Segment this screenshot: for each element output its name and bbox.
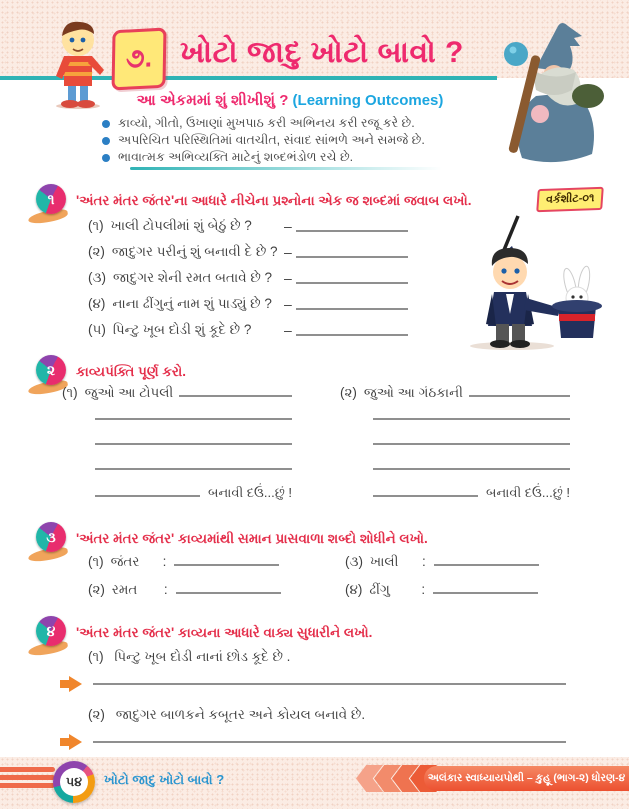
- answer-line[interactable]: [373, 495, 478, 497]
- answer-line[interactable]: [373, 468, 570, 470]
- rhyme-word: રમત: [111, 582, 138, 597]
- question-text: નાના ઢીંગુનું નામ શું પાડ્યું છે ?: [112, 296, 272, 311]
- outcome-item: [102, 150, 447, 164]
- section-1-header: [34, 184, 471, 218]
- outcomes-heading-english: (Learning Outcomes): [292, 92, 444, 109]
- question-row: [88, 270, 418, 286]
- right-arrow-icon: [69, 676, 82, 692]
- lesson-number: ૭.: [125, 42, 153, 74]
- dash: –: [284, 270, 292, 286]
- dash: –: [284, 218, 292, 234]
- answer-line[interactable]: [296, 282, 408, 284]
- footer-ribbon: [424, 766, 629, 791]
- rhyme-word: ખાલી: [369, 554, 399, 569]
- outcomes-divider: [130, 167, 442, 170]
- answer-line[interactable]: [373, 418, 570, 420]
- section-1-heading: 'અંતર મંતર જંતર'ના આધારે નીચેના પ્રશ્નોના એક જ શબ્દમાં જવાબ લખો.: [76, 193, 472, 208]
- answer-line[interactable]: [296, 256, 408, 258]
- bullet-dot-icon: [102, 120, 110, 128]
- question-row: [88, 244, 418, 260]
- sentence-row: [88, 707, 365, 723]
- item-number: (૪): [345, 582, 363, 597]
- answer-line[interactable]: [373, 443, 570, 445]
- item-number: (૧): [88, 649, 104, 664]
- outcome-text: ભાવાત્મક અભિવ્યક્તિ માટેનું શબ્દભંડોળ રચે છે.: [118, 150, 354, 164]
- sentence-text: જાદુગર બાળકને કબૂતર અને કોયલ બનાવે છે.: [115, 707, 366, 722]
- outcome-item: [102, 116, 447, 130]
- dash: –: [284, 296, 292, 312]
- section-4-heading: 'અંતર મંતર જંતર' કાવ્યના આધારે વાક્ય સુધારીને લખો.: [76, 625, 373, 640]
- question-row: [88, 296, 418, 312]
- rhyme-item: [88, 554, 279, 570]
- rhyme-word: જંતર: [110, 554, 140, 569]
- poem-closing-text: બનાવી દઉં...છું !: [486, 485, 570, 500]
- sentence-row: [88, 649, 290, 665]
- answer-line[interactable]: [434, 564, 539, 566]
- answer-line[interactable]: [95, 495, 200, 497]
- answer-row: [60, 734, 566, 750]
- answer-line[interactable]: [179, 395, 292, 397]
- dash: –: [284, 322, 292, 338]
- section-2-heading: કાવ્યપંક્તિ પૂર્ણ કરો.: [76, 364, 187, 379]
- section-number-badge: [34, 184, 68, 218]
- section-4-header: [34, 616, 372, 650]
- question-number: (૪): [88, 296, 106, 311]
- right-arrow-icon: [69, 734, 82, 750]
- item-number: (૨): [340, 385, 357, 400]
- question-row: [88, 322, 418, 338]
- rhyme-word: ઢીંગુ: [369, 582, 390, 597]
- item-number: (૧): [62, 385, 78, 400]
- answer-line[interactable]: [95, 418, 292, 420]
- answer-line[interactable]: [95, 468, 292, 470]
- section-number-badge: [34, 355, 68, 389]
- question-row: [88, 218, 418, 234]
- poem-opening-text: જુઓ આ ગંઠકાની: [363, 385, 464, 400]
- page-number: ૫૪: [60, 768, 88, 796]
- poem-closing: [95, 485, 292, 501]
- answer-line[interactable]: [176, 592, 281, 594]
- poem-column-1: [62, 385, 292, 505]
- section-number-badge: [34, 522, 68, 556]
- answer-row: [60, 676, 566, 692]
- section-number: ૪: [36, 616, 66, 646]
- footer-page-title: ખોટો જાદુ ખોટો બાવો ?: [104, 772, 225, 787]
- section-2-header: [34, 355, 186, 389]
- outcomes-list: [102, 116, 447, 167]
- book-info: અલંકાર સ્વાધ્યાયપોથી – કુહૂ (ભાગ-૨) ધોરણ-૪: [427, 772, 626, 784]
- answer-line[interactable]: [433, 592, 538, 594]
- footer-stripe: [0, 783, 55, 788]
- page-number-badge: [53, 761, 95, 803]
- item-number: (૩): [345, 554, 363, 569]
- item-number: (૧): [88, 554, 104, 569]
- colon: :: [421, 554, 426, 569]
- poem-opening-text: જુઓ આ ટોપલી: [84, 385, 174, 400]
- section-number: ૨: [36, 355, 66, 385]
- outcomes-heading: [105, 92, 475, 109]
- bullet-dot-icon: [102, 137, 110, 145]
- answer-line[interactable]: [296, 308, 408, 310]
- colon: :: [162, 554, 167, 569]
- rhyme-item: [88, 582, 281, 598]
- question-text: પિન્ટુ ખૂબ દોડી શું કૂદે છે ?: [112, 322, 252, 337]
- answer-line[interactable]: [95, 443, 292, 445]
- rhyme-item: [345, 554, 539, 570]
- poem-closing: [373, 485, 570, 501]
- question-number: (૫): [88, 322, 106, 337]
- bullet-dot-icon: [102, 154, 110, 162]
- question-text: જાદુગર પરીનું શું બનાવી દે છે ?: [111, 244, 278, 259]
- section-3-heading: 'અંતર મંતર જંતર' કાવ્યમાંથી સમાન પ્રાસવાળા શબ્દો શોધીને લખો.: [76, 531, 428, 546]
- sentence-text: પિન્ટુ ખૂબ દોડી નાનાં છોડ કૂદે છે .: [114, 649, 291, 664]
- poem-column-2: [340, 385, 570, 505]
- section-3-header: [34, 522, 428, 556]
- answer-line[interactable]: [93, 741, 566, 743]
- worksheet-badge: વર્કશીટ-૦૧: [536, 187, 604, 212]
- colon: :: [163, 582, 168, 597]
- dash: –: [284, 244, 292, 260]
- item-number: (૨): [88, 582, 105, 597]
- footer-stripe: [0, 767, 55, 772]
- outcome-text: કાવ્યો, ગીતો, ઉખાણાં મુખપાઠ કરી અભિનય કરી રજૂ કરે છે.: [118, 116, 415, 130]
- top-hat: [552, 300, 602, 338]
- poem-opening: [62, 385, 292, 401]
- question-number: (૧): [88, 218, 104, 233]
- outcomes-heading-gujarati: આ એકમમાં શું શીખીશું ?: [136, 92, 289, 109]
- question-number: (૩): [88, 270, 106, 285]
- item-number: (૨): [88, 707, 105, 722]
- footer-stripe: [0, 775, 55, 780]
- answer-line[interactable]: [469, 395, 570, 397]
- section-number: ૧: [36, 184, 66, 214]
- wizard-illustration: [492, 18, 624, 168]
- answer-line[interactable]: [296, 334, 408, 336]
- outcome-text: અપરિચિત પરિસ્થિતિમાં વાતચીત, સંવાદ સાંભળે અને સમજે છે.: [118, 133, 425, 147]
- magician-illustration: [432, 210, 622, 352]
- page-title: ખોટો જાદુ ખોટો બાવો ?: [180, 36, 464, 69]
- poem-opening: [340, 385, 570, 401]
- question-text: ખાલી ટોપલીમાં શું બેઠું છે ?: [110, 218, 252, 233]
- section-number-badge: [34, 616, 68, 650]
- lesson-number-card: [112, 28, 167, 91]
- colon: :: [421, 582, 426, 597]
- question-text: જાદુગર શેની રમત બતાવે છે ?: [112, 270, 273, 285]
- answer-line[interactable]: [93, 683, 566, 685]
- rhyme-item: [345, 582, 538, 598]
- section-number: ૩: [36, 522, 66, 552]
- poem-closing-text: બનાવી દઉં...છું !: [208, 485, 292, 500]
- answer-line[interactable]: [174, 564, 279, 566]
- answer-line[interactable]: [296, 230, 408, 232]
- outcome-item: [102, 133, 447, 147]
- question-number: (૨): [88, 244, 105, 259]
